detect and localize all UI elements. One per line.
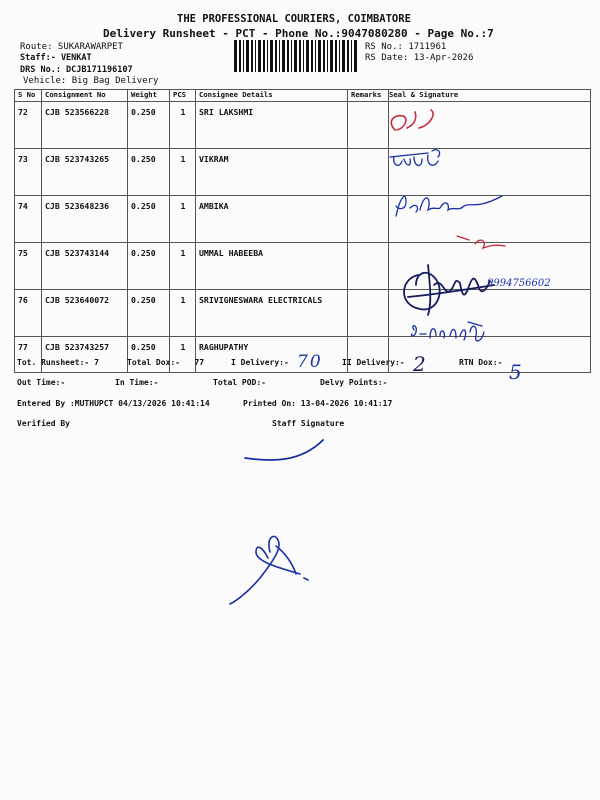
- barcode-bar: [287, 40, 289, 72]
- handwritten-phone-row-76: 9994756602: [487, 278, 551, 289]
- cell-consignee: UMMAL HABEEBA: [196, 243, 348, 290]
- barcode-bar: [294, 40, 297, 72]
- signature-row-74: [392, 188, 507, 226]
- ii-delivery-value: 2: [413, 352, 426, 376]
- barcode-bar: [351, 40, 352, 72]
- cell-pcs: 1: [170, 102, 196, 149]
- cell-consignee: RAGHUPATHY: [196, 337, 348, 373]
- total-dox: Total Dox:- 77: [127, 358, 205, 367]
- cell-sno: 72: [15, 102, 42, 149]
- route-label: Route: SUKARAWARPET: [20, 42, 123, 52]
- rtn-dox-value: 5: [509, 360, 522, 384]
- cell-pcs: 1: [170, 243, 196, 290]
- total-runsheet: Tot. Runsheet:- 7: [17, 358, 99, 367]
- cell-weight: 0.250: [128, 337, 170, 373]
- table-row: [15, 102, 591, 149]
- barcode-bar: [267, 40, 268, 72]
- cell-consignment: CJB 523566228: [42, 102, 128, 149]
- header-seal-signature: Seal & Signature: [389, 90, 591, 102]
- cell-consignment: CJB 523743257: [42, 337, 128, 373]
- cell-consignment: CJB 523743144: [42, 243, 128, 290]
- signature-row-77: [408, 318, 498, 350]
- cell-consignee: SRIVIGNESWARA ELECTRICALS: [196, 290, 348, 337]
- barcode-bar: [335, 40, 337, 72]
- table-row: [15, 290, 591, 337]
- barcode-bar: [251, 40, 253, 72]
- cell-consignment: CJB 523640072: [42, 290, 128, 337]
- cell-pcs: 1: [170, 337, 196, 373]
- barcode-bar: [275, 40, 277, 72]
- delivery-points: Delvy Points:-: [320, 378, 388, 387]
- header-weight: Weight: [128, 90, 170, 102]
- drs-number: DRS No.: DCJB171196107: [20, 65, 133, 75]
- cell-consignment: CJB 523743265: [42, 149, 128, 196]
- barcode-bar: [327, 40, 328, 72]
- barcode-bar: [234, 40, 237, 72]
- cell-remarks: [348, 149, 389, 196]
- cell-sno: 77: [15, 337, 42, 373]
- barcode-bar: [263, 40, 265, 72]
- cell-remarks: [348, 290, 389, 337]
- runsheet-table: [14, 89, 591, 373]
- barcode-bar: [303, 40, 304, 72]
- header-remarks: Remarks: [348, 90, 389, 102]
- barcode-bar: [306, 40, 309, 72]
- barcode-bar: [342, 40, 345, 72]
- barcode-bar: [299, 40, 301, 72]
- runsheet-title: Delivery Runsheet - PCT - Phone No.:9047080280 - Page No.:7: [103, 27, 494, 40]
- table-header-row: [15, 90, 591, 102]
- cell-consignment: CJB 523648236: [42, 196, 128, 243]
- printed-on: Printed On: 13-04-2026 10:41:17: [243, 399, 393, 408]
- barcode-bar: [282, 40, 285, 72]
- cell-weight: 0.250: [128, 196, 170, 243]
- barcode: [233, 40, 358, 72]
- cell-weight: 0.250: [128, 149, 170, 196]
- signature-row-76: [398, 255, 498, 321]
- staff-signature-label: Staff Signature: [272, 419, 345, 428]
- signature-row-73: [388, 147, 448, 181]
- staff-signature: [243, 436, 327, 470]
- header-pcs: PCS: [170, 90, 196, 102]
- cell-consignee: SRI LAKSHMI: [196, 102, 348, 149]
- rs-number: RS No.: 1711961: [365, 42, 447, 52]
- cell-remarks: [348, 196, 389, 243]
- staff-label: Staff:- VENKAT: [20, 53, 92, 63]
- barcode-bar: [279, 40, 280, 72]
- barcode-bar: [323, 40, 325, 72]
- ii-delivery-label: II Delivery:-: [342, 358, 405, 367]
- rs-date: RS Date: 13-Apr-2026: [365, 53, 474, 63]
- cell-pcs: 1: [170, 196, 196, 243]
- vehicle-label: Vehicle: Big Bag Delivery: [23, 76, 159, 86]
- i-delivery-value: 70: [297, 352, 323, 372]
- in-time: In Time:-: [115, 378, 159, 387]
- verifier-signature: [212, 522, 322, 616]
- rtn-dox-label: RTN Dox:-: [459, 358, 503, 367]
- cell-weight: 0.250: [128, 243, 170, 290]
- signature-row-72: [385, 104, 445, 142]
- entered-by: Entered By :MUTHUPCT 04/13/2026 10:41:14: [17, 399, 210, 408]
- barcode-bar: [339, 40, 340, 72]
- barcode-bar: [318, 40, 321, 72]
- barcode-bar: [330, 40, 333, 72]
- cell-consignee: AMBIKA: [196, 196, 348, 243]
- barcode-bar: [347, 40, 349, 72]
- cell-remarks: [348, 243, 389, 290]
- barcode-bar: [255, 40, 256, 72]
- header-consignee: Consignee Details: [196, 90, 348, 102]
- company-title: THE PROFESSIONAL COURIERS, COIMBATORE: [177, 13, 411, 25]
- cell-sno: 73: [15, 149, 42, 196]
- cell-sno: 74: [15, 196, 42, 243]
- barcode-bar: [239, 40, 241, 72]
- barcode-bar: [246, 40, 249, 72]
- verified-by: Verified By: [17, 419, 70, 428]
- cell-sno: 75: [15, 243, 42, 290]
- cell-weight: 0.250: [128, 290, 170, 337]
- cell-pcs: 1: [170, 290, 196, 337]
- barcode-bar: [311, 40, 313, 72]
- barcode-bar: [270, 40, 273, 72]
- barcode-bar: [243, 40, 244, 72]
- i-delivery-label: I Delivery:-: [231, 358, 289, 367]
- out-time: Out Time:-: [17, 378, 66, 387]
- cell-sno: 76: [15, 290, 42, 337]
- barcode-bar: [291, 40, 292, 72]
- cell-pcs: 1: [170, 149, 196, 196]
- barcode-bar: [315, 40, 316, 72]
- cell-consignee: VIKRAM: [196, 149, 348, 196]
- cell-remarks: [348, 337, 389, 373]
- cell-weight: 0.250: [128, 102, 170, 149]
- total-pod: Total POD:-: [213, 378, 266, 387]
- cell-remarks: [348, 102, 389, 149]
- header-sno: S No: [15, 90, 42, 102]
- header-consignment: Consignment No: [42, 90, 128, 102]
- barcode-bar: [354, 40, 357, 72]
- barcode-bar: [258, 40, 261, 72]
